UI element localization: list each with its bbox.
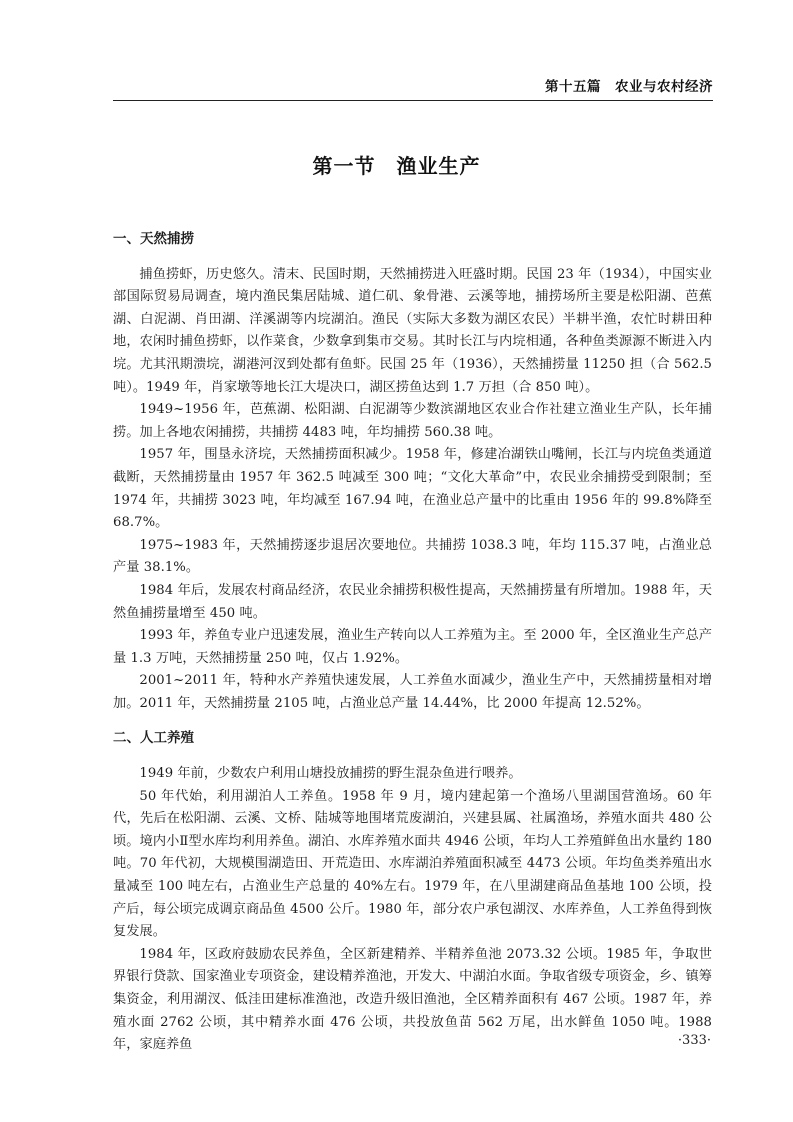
- paragraph: 1975~1983 年，天然捕捞逐步退居次要地位。共捕捞 1038.3 吨，年均 115.37 吨，占渔业总产量 38.1%。: [113, 537, 712, 576]
- page-number: ·333·: [677, 1033, 711, 1048]
- paragraph: 捕鱼捞虾，历史悠久。清末、民国时期，天然捕捞进入旺盛时期。民国 23 年（1934），中国实业部国际贸易局调查，境内渔民集居陆城、道仁矶、象骨港、云溪等地，捕捞场所主要是松阳湖、芭蕉湖、白泥湖、肖田湖、洋溪湖等内垸湖泊。渔民（实际大多数为湖区农民）半耕半渔，农忙时耕田种地，农闲时捕鱼捞虾，以作菜食，少数拿到集市交易。其时长江与内垸相通，各种鱼类源源不断进入内垸。尤其汛期溃垸，湖港河汊到处都有鱼虾。民国 25 年（1936），天然捕捞量 11250 担（合 562.5 吨）。1949 年，肖家墩等地长江大堤决口，湖区捞鱼达到 1.7 万担（合 850 吨）。: [113, 266, 712, 395]
- paragraph: 1957 年，围垦永济垸，天然捕捞面积减少。1958 年，修建冶湖铁山嘴闸，长江与内垸鱼类通道截断，天然捕捞量由 1957 年 362.5 吨减至 300 吨；“文化大革命”中，农民业余捕捞受到限制；至 1974 年，共捕捞 3023 吨，年均减至 167.94 吨，在渔业总产量中的比重由 1956 年的 99.8%降至 68.7%。: [113, 447, 712, 531]
- paragraph: 50 年代始，利用湖泊人工养鱼。1958 年 9 月，境内建起第一个渔场八里湖国营渔场。60 年代，先后在松阳湖、云溪、文桥、陆城等地围堵荒废湖泊，兴建县属、社属渔场，养殖水面共 480 公顷。境内小Ⅱ型水库均利用养鱼。湖泊、水库养殖水面共 4946 公顷，年均人工养殖鲜鱼出水量约 180 吨。70 年代初，大规模围湖造田、开荒造田、水库湖泊养殖面积减至 4473 公顷。年均鱼类养殖出水量减至 100 吨左右，占渔业生产总量的 40%左右。1979 年，在八里湖建商品鱼基地 100 公顷，投产后，每公顷完成调京商品鱼 4500 公斤。1980 年，部分农户承包湖汊、水库养鱼，人工养鱼得到恢复发展。: [113, 788, 712, 940]
- paragraph: 2001~2011 年，特种水产养殖快速发展，人工养鱼水面减少，渔业生产中，天然捕捞量相对增加。2011 年，天然捕捞量 2105 吨，占渔业总产量 14.44%，比 2000 年提高 12.52%。: [113, 673, 712, 711]
- paragraph: 1949 年前，少数农户利用山塘投放捕捞的野生混杂鱼进行喂养。: [139, 766, 522, 782]
- header-chapter-title: 第十五篇 农业与农村经济: [545, 79, 713, 95]
- paragraph: 1949~1956 年，芭蕉湖、松阳湖、白泥湖等少数滨湖地区农业合作社建立渔业生产队，长年捕捞。加上各地农闲捕捞，共捕捞 4483 吨，年均捕捞 560.38 吨。: [113, 402, 712, 440]
- paragraph: 1984 年后，发展农村商品经济，农民业余捕捞积极性提高，天然捕捞量有所增加。1988 年，天然鱼捕捞量增至 450 吨。: [113, 582, 712, 621]
- body-content: [113, 228, 712, 1057]
- paragraph: 1984 年，区政府鼓励农民养鱼，全区新建精养、半精养鱼池 2073.32 公顷。1985 年，争取世界银行贷款、国家渔业专项资金，建设精养渔池，开发大、中湖泊水面。争取省级专项资金，乡、镇筹集资金，利用湖汊、低洼田建标准渔池，改造升级旧渔池，全区精养面积有 467 公顷。1987 年，养殖水面 2762 公顷，其中精养水面 476 公顷，共投放鱼苗 562 万尾，出水鲜鱼 1050 吨。1988 年，家庭养鱼: [113, 946, 712, 1053]
- section-title: 第一节 渔业生产: [312, 154, 481, 178]
- paragraph: 1993 年，养鱼专业户迅速发展，渔业生产转向以人工养殖为主。至 2000 年，全区渔业生产总产量 1.3 万吨，天然捕捞量 250 吨，仅占 1.92%。: [113, 628, 712, 666]
- subheading-natural-fishing: 一、天然捕捞: [113, 231, 194, 247]
- running-header: [113, 66, 713, 101]
- subheading-artificial-breeding: 二、人工养殖: [113, 730, 194, 747]
